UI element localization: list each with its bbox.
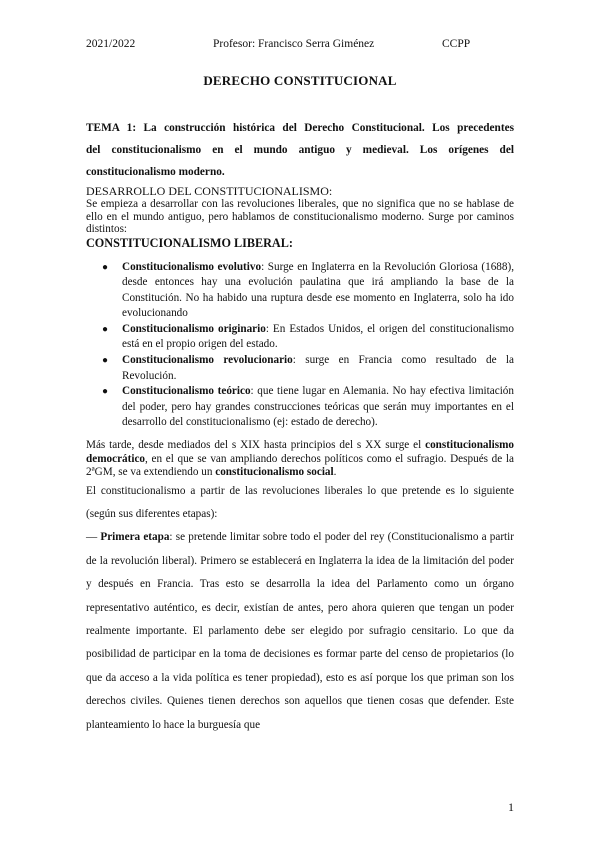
list-item-term: Constitucionalismo teórico <box>122 385 251 398</box>
document-body <box>86 117 514 737</box>
section-heading-desarrollo: DESARROLLO DEL CONSTITUCIONALISMO: <box>86 184 333 198</box>
bullet-icon: ● <box>102 355 109 367</box>
header-year: 2021/2022 <box>86 38 136 50</box>
desarrollo-paragraph: Se empieza a desarrollar con las revoluciones liberales, que no significa que no se hablase de ello en el mundo antiguo, pero hablamos de constitucionalismo moderno. Surge por caminos distintos: <box>86 198 514 235</box>
list-item-term: Constitucionalismo originario <box>122 322 266 335</box>
paragraph-text: Más tarde, desde mediados del s XIX hasta principios del s XX surge el <box>86 439 426 452</box>
paragraph-text: . <box>333 466 337 479</box>
bullet-icon: ● <box>102 323 109 335</box>
first-stage-paragraph <box>86 526 514 737</box>
list-item-text: : que tiene lugar en Alemania. No hay efectiva limitación del poder, pero hay grandes construcciones teóricas que serán muy importantes en el desarrollo del constitucionalismo (ej: estado de derecho). <box>122 385 514 429</box>
header-course-code: CCPP <box>442 38 471 50</box>
list-item-text: : En Estados Unidos, el origen del constitucionalismo está en el propio origen del estado. <box>122 322 514 351</box>
document-title: DERECHO CONSTITUCIONAL <box>203 73 397 88</box>
paragraph-text: , en el que se van ampliando derechos políticos como el sufragio. Después de la 2ªGM, se va extendiendo un <box>86 452 514 479</box>
mas-tarde-paragraph <box>86 439 514 480</box>
topic-heading-line: del constitucionalismo en el mundo antiguo y medieval. Los orígenes del <box>86 144 514 156</box>
list-item-text: : surge en Francia como resultado de la Revolución. <box>122 354 514 382</box>
paragraph-text: : se pretende limitar sobre todo el poder del rey (Constitucionalismo a partir de la revolución liberal). Primero se establecerá en Inglaterra la idea de la limitación del poder y después en Francia. Tras esto se desarrolla la idea del Parlamento como un órgano representativo auténtico, es decir, existían de antes, pero ahora quieren que tengan un poder realmente importante. El parlamento debe ser elegido por sufragio censitario. Lo que da posibilidad de participar en la toma de decisiones es formar parte del censo de propietarios (lo que da acceso a la vida política es tener propiedad), esto es así porque los que priman son los derechos civiles. Quienes tienen derechos son aquellos que tienen cosas que defender. Este planteamiento lo hace la burguesía que <box>86 531 514 731</box>
topic-heading-line: TEMA 1: La construcción histórica del Derecho Constitucional. Los precedentes <box>86 122 514 134</box>
list-item <box>102 260 514 322</box>
bullet-icon: ● <box>102 261 109 273</box>
list-item-text: : Surge en Inglaterra en la Revolución Gloriosa (1688), desde entonces hay una evolución paulatina que irá ampliando la base de la Constitución. No ha habido una ruptura desde ese momento en Inglaterra, solo ha ido evolucionando <box>122 260 514 320</box>
list-item <box>102 322 514 353</box>
first-stage-label: Primera etapa <box>100 531 170 544</box>
section-heading-liberal: CONSTITUCIONALISMO LIBERAL: <box>86 235 293 250</box>
paragraph-bold-term: constitucionalismo social <box>215 466 334 479</box>
bullet-icon: ● <box>102 386 109 398</box>
list-item <box>102 384 514 431</box>
paragraph-bold-term: constitucionalismo democrático <box>86 439 514 465</box>
stages-intro-paragraph: El constitucionalismo a partir de las revoluciones liberales lo que pretende es lo siguiente (según sus diferentes etapas): <box>86 484 514 520</box>
topic-heading-line: constitucionalismo moderno. <box>86 166 225 178</box>
topic-heading <box>86 117 514 183</box>
header-professor: Profesor: Francisco Serra Giménez <box>213 38 375 50</box>
list-item-term: Constitucionalismo evolutivo <box>122 260 262 273</box>
dash-mark: — <box>86 531 101 544</box>
list-item-term: Constitucionalismo revolucionario <box>122 354 293 367</box>
list-item <box>102 353 514 384</box>
page-number: 1 <box>508 800 514 814</box>
constitutionalism-types-list <box>86 260 514 432</box>
